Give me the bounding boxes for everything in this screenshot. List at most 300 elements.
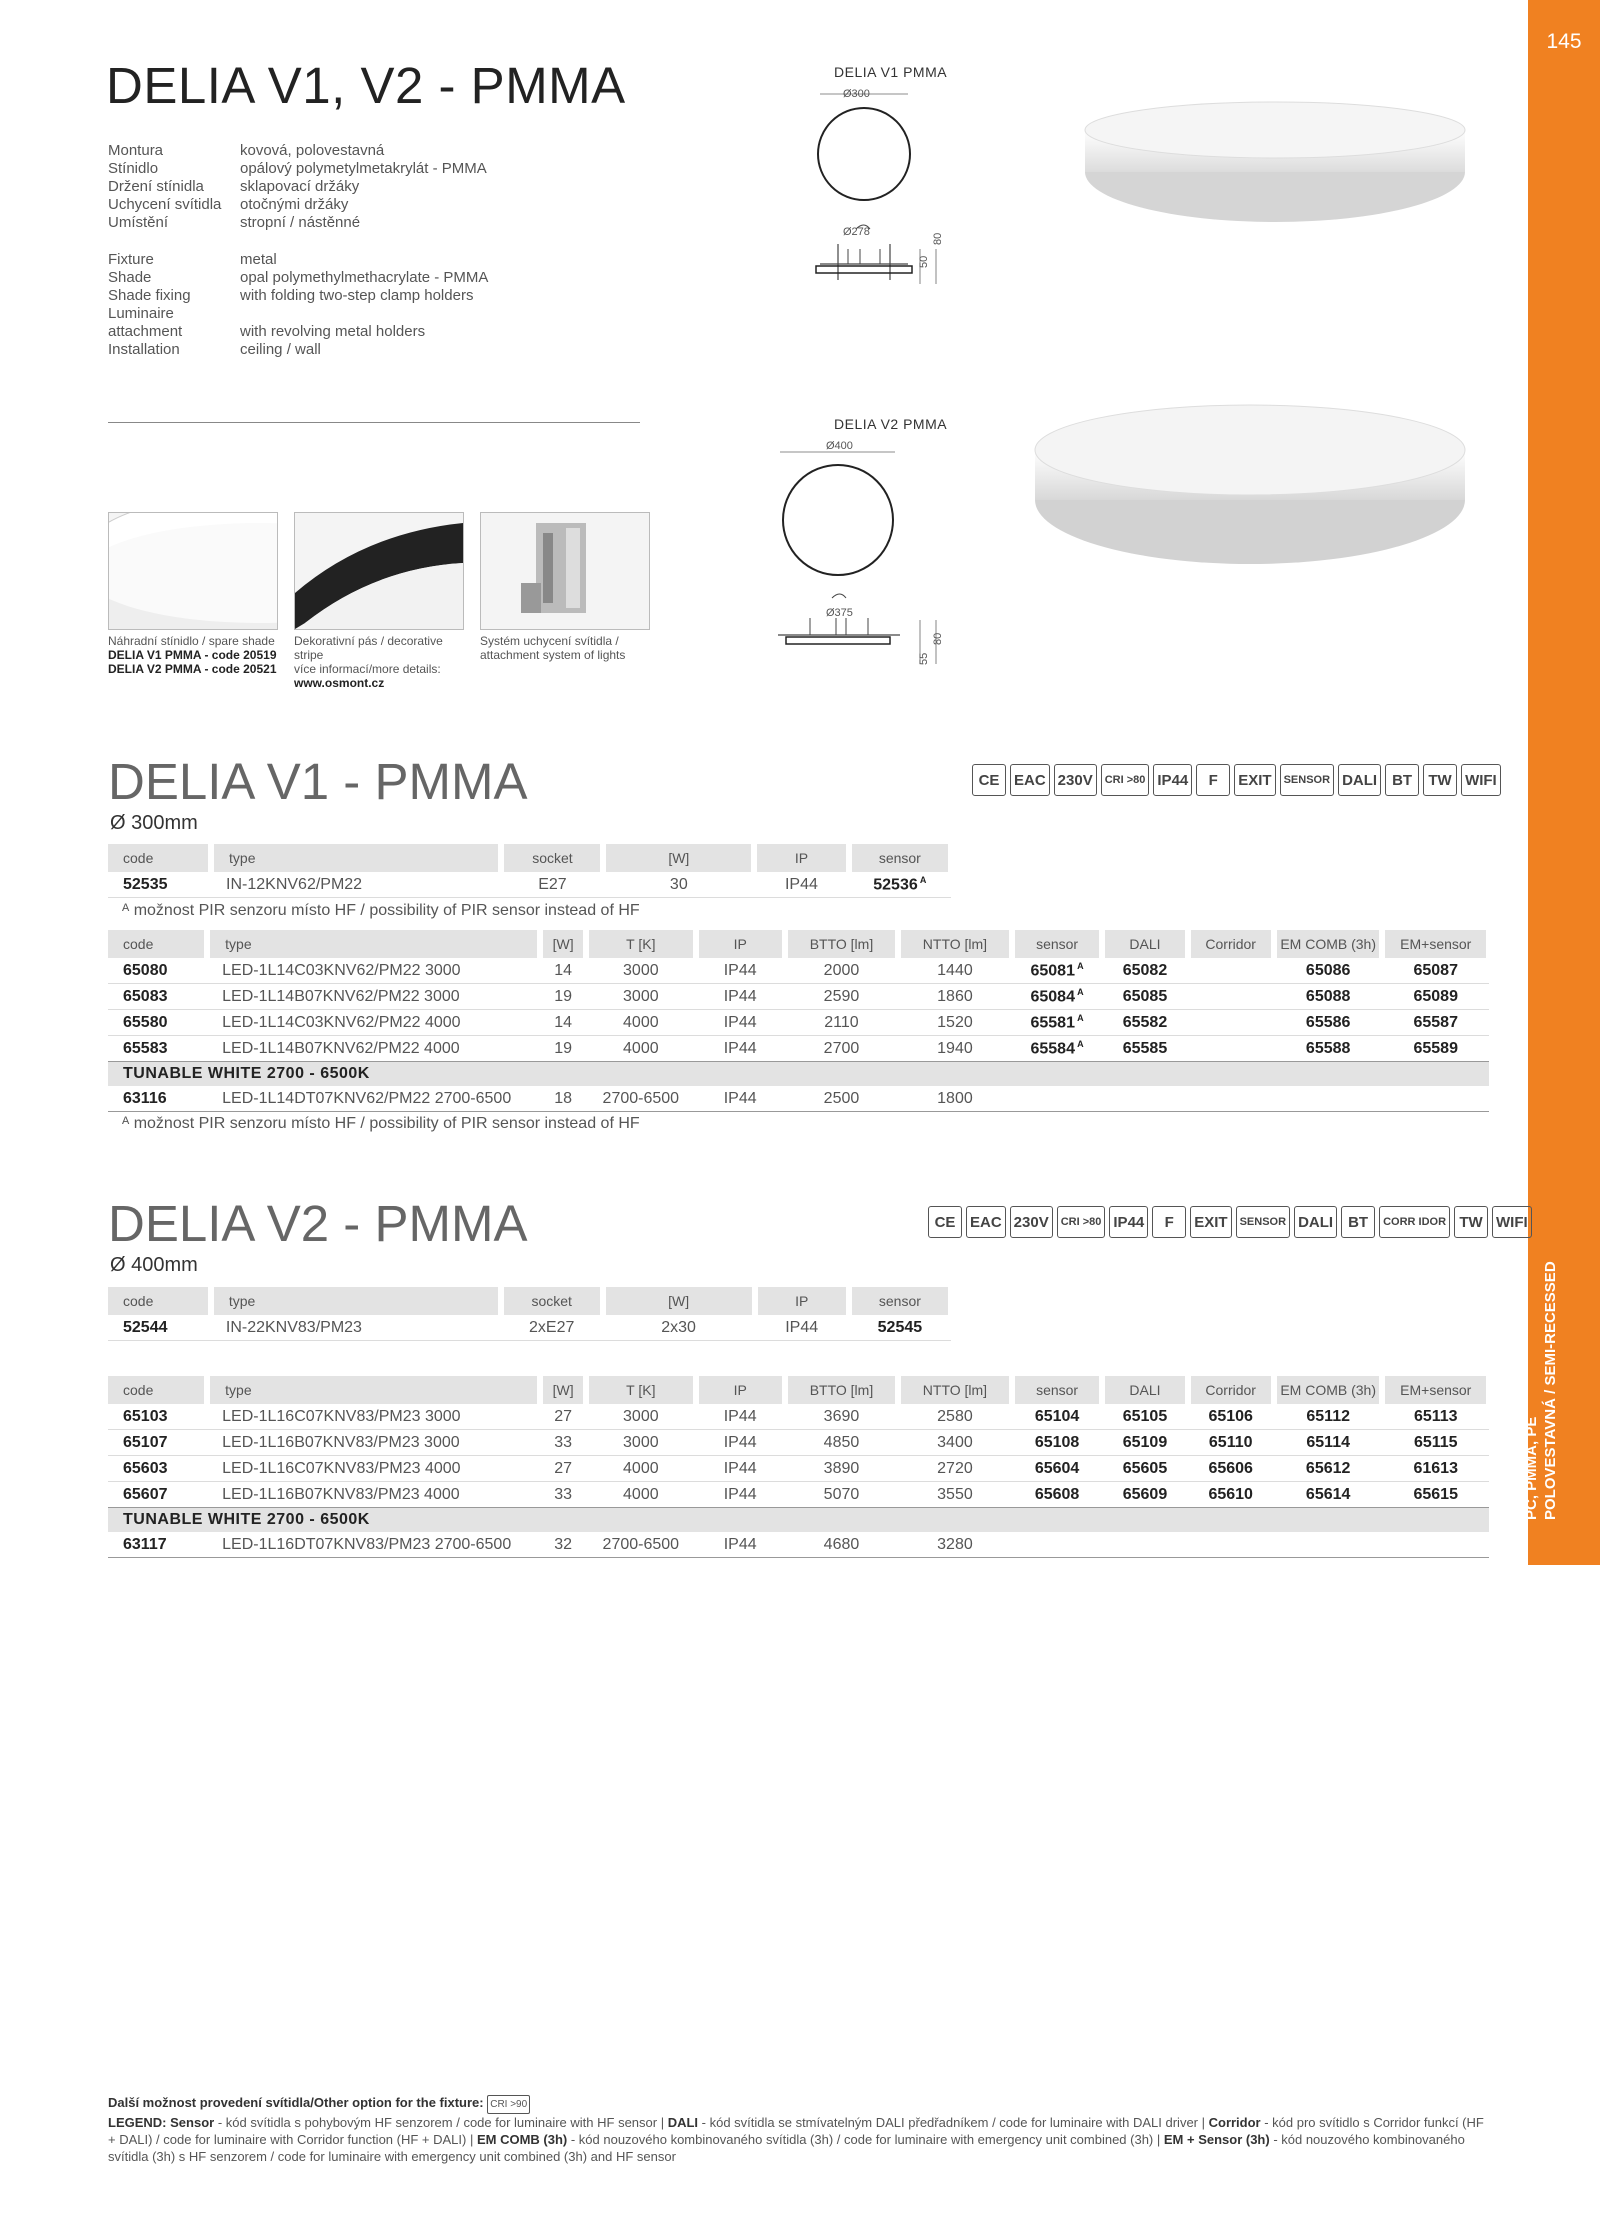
table-cell: 65083 — [108, 984, 207, 1010]
diameter-v2: Ø 400mm — [110, 1254, 198, 1276]
table-cell: 65580 — [108, 1010, 207, 1036]
table-cell: IP44 — [696, 1456, 785, 1482]
spec-value: otočnými držáky — [240, 196, 349, 213]
caption-code-v2: DELIA V2 PMMA - code 20521 — [108, 662, 277, 676]
table-cell: 65581 $^A$ — [1012, 1010, 1103, 1036]
column-header: EM+sensor — [1382, 930, 1489, 958]
legend-label: LEGEND: — [108, 2115, 167, 2130]
table-row — [108, 1532, 1489, 1558]
table-cell: 65113 — [1382, 1404, 1489, 1430]
side-tab-line1: PC, PMMA, PE — [1523, 1416, 1540, 1520]
website-link[interactable]: www.osmont.cz — [294, 676, 385, 690]
table-cell: 14 — [540, 958, 586, 984]
cell-socket: 2xE27 — [501, 1315, 603, 1341]
dimension-inner-v1: Ø278 — [843, 226, 870, 238]
table-cell: 65582 — [1102, 1010, 1187, 1036]
footer-legend — [108, 2094, 1493, 2165]
spec-value: metal — [240, 251, 277, 268]
table-cell: 65087 — [1382, 958, 1489, 984]
table-cell: 61613 — [1382, 1456, 1489, 1482]
table-cell: 1440 — [898, 958, 1012, 984]
spec-row — [108, 269, 488, 287]
spec-key: Shade fixing — [108, 287, 191, 304]
cert-230v-icon: 230V — [1010, 1206, 1053, 1238]
table-cell: IP44 — [696, 1430, 785, 1456]
table-cell: IP44 — [696, 984, 785, 1010]
cert-cri-80-icon: CRI >80 — [1101, 764, 1150, 796]
table-cell: 65081 $^A$ — [1012, 958, 1103, 984]
table-cell: 33 — [540, 1430, 586, 1456]
table-cell: 4000 — [586, 1456, 696, 1482]
table-cell: 3690 — [785, 1404, 898, 1430]
table-cell: 2590 — [785, 984, 898, 1010]
spec-key: Stínidlo — [108, 160, 159, 177]
table-cell: 2500 — [785, 1086, 898, 1112]
table-cell: 65104 — [1012, 1404, 1103, 1430]
v1-note1: ᴬ možnost PIR senzoru místo HF / possibility of PIR sensor instead of HF — [122, 902, 640, 919]
product-photo-v1 — [1080, 100, 1470, 230]
cert-bt-icon: BT — [1341, 1206, 1375, 1238]
table-cell: 3000 — [586, 958, 696, 984]
divider — [108, 422, 640, 423]
column-header: EM COMB (3h) — [1274, 1376, 1383, 1404]
cert-cri-80-icon: CRI >80 — [1057, 1206, 1106, 1238]
table-cell: 65610 — [1188, 1482, 1274, 1508]
table-row — [108, 984, 1489, 1010]
column-header: socket — [501, 1287, 603, 1315]
tunable-white-title: TUNABLE WHITE 2700 - 6500K — [108, 1062, 1489, 1087]
cert-sensor-icon: SENSOR — [1280, 764, 1334, 796]
cert-tw-icon: TW — [1423, 764, 1457, 796]
table-cell — [1188, 1532, 1274, 1558]
caption-text: Náhradní stínidlo / spare shade — [108, 634, 275, 648]
tunable-white-row — [108, 1508, 1489, 1533]
spec-key: Držení stínidla — [108, 178, 204, 195]
table-cell: 2110 — [785, 1010, 898, 1036]
spec-value: opálový polymetylmetakrylát - PMMA — [240, 160, 487, 177]
spec-key: Montura — [108, 142, 164, 159]
column-header: IP — [696, 1376, 785, 1404]
cert-f-icon: F — [1152, 1206, 1186, 1238]
column-header: DALI — [1102, 930, 1187, 958]
column-header: code — [108, 930, 207, 958]
cell-sensor: 52545 — [849, 1315, 951, 1341]
legend-corridor-text: - kód pro svítidlo s Corridor funkcí (HF + DALI) / code for luminaire with Corridor function (HF + DALI) | — [108, 2115, 1484, 2147]
spec-value: opal polymethylmethacrylate - PMMA — [240, 269, 489, 286]
table-row — [108, 1086, 1489, 1112]
cert-bt-icon: BT — [1385, 764, 1419, 796]
table-cell: 65107 — [108, 1430, 207, 1456]
caption-text: Systém uchycení svítidla / — [480, 634, 619, 648]
caption-spare-shade — [108, 634, 288, 676]
drawing-label-v2: DELIA V2 PMMA — [834, 416, 948, 432]
legend-dali-text: - kód svítidla se stmívatelným DALI předřadníkem / code for luminaire with DALI driver | — [698, 2115, 1209, 2130]
cert-tw-icon: TW — [1454, 1206, 1488, 1238]
cell-watt: 2x30 — [603, 1315, 755, 1341]
table-row — [108, 958, 1489, 984]
column-header: sensor — [849, 844, 951, 872]
table-cell: 2720 — [898, 1456, 1012, 1482]
spec-key: Luminaire — [108, 305, 174, 322]
cell-watt: 30 — [603, 872, 754, 898]
cert-f-icon: F — [1196, 764, 1230, 796]
spec-key: Fixture — [108, 251, 154, 268]
cert-eac-icon: EAC — [1010, 764, 1050, 796]
table-cell: 65106 — [1188, 1404, 1274, 1430]
table-cell: 65605 — [1102, 1456, 1187, 1482]
decorative-stripe-photo — [294, 512, 464, 630]
spare-shade-photo — [108, 512, 278, 630]
page-number: 145 — [1546, 30, 1582, 53]
spec-row — [108, 305, 488, 323]
column-header: sensor — [1012, 1376, 1103, 1404]
page-title: DELIA V1, V2 - PMMA — [106, 57, 626, 114]
table-cell — [1012, 1086, 1103, 1112]
table-cell: 65085 — [1102, 984, 1187, 1010]
certification-icons-v1 — [972, 764, 1501, 796]
table-cell: 65609 — [1102, 1482, 1187, 1508]
dimension-outer-v2: Ø400 — [826, 440, 853, 452]
caption-text: Dekorativní pás / decorative — [294, 634, 443, 648]
cert-dali-icon: DALI — [1338, 764, 1381, 796]
column-header: sensor — [849, 1287, 951, 1315]
table-cell: LED-1L14DT07KNV62/PM22 2700-6500 — [207, 1086, 540, 1112]
footnote-mark: A — [917, 874, 927, 885]
column-header: socket — [501, 844, 603, 872]
table-cell: 4000 — [586, 1010, 696, 1036]
legend-emcomb-label: EM COMB (3h) — [476, 2132, 568, 2147]
table-cell — [1102, 1532, 1187, 1558]
table-cell — [1382, 1086, 1489, 1112]
legend-sensor-label: Sensor — [170, 2115, 215, 2130]
table-cell: 3000 — [586, 984, 696, 1010]
table-cell: 18 — [540, 1086, 586, 1112]
spec-key: Installation — [108, 341, 180, 358]
table-cell: 19 — [540, 1036, 586, 1062]
table-cell: 65103 — [108, 1404, 207, 1430]
technical-drawing-v2 — [770, 440, 950, 670]
table-cell: 3280 — [898, 1532, 1012, 1558]
column-header: code — [108, 1287, 211, 1315]
tunable-white-title: TUNABLE WHITE 2700 - 6500K — [108, 1508, 1489, 1533]
cell-ip: IP44 — [755, 1315, 849, 1341]
specs-cz — [108, 142, 487, 232]
legend-emsensor-label: EM + Sensor (3h) — [1163, 2132, 1270, 2147]
table-cell: 65112 — [1274, 1404, 1383, 1430]
legend-sensor-text: - kód svítidla s pohybovým HF senzorem / code for luminaire with HF sensor | — [214, 2115, 668, 2130]
table-cell: 65088 — [1274, 984, 1383, 1010]
caption-text: více informací/more details: — [294, 662, 441, 676]
table-cell: 65086 — [1274, 958, 1383, 984]
specs-en — [108, 251, 488, 359]
table-cell: 65588 — [1274, 1036, 1383, 1062]
column-header: type — [211, 1287, 501, 1315]
column-header: EM COMB (3h) — [1274, 930, 1383, 958]
table-row — [108, 1482, 1489, 1508]
table-cell: LED-1L16C07KNV83/PM23 3000 — [207, 1404, 540, 1430]
section-title-v2: DELIA V2 - PMMA — [108, 1195, 528, 1252]
tunable-white-row — [108, 1062, 1489, 1087]
column-header: T [K] — [586, 1376, 696, 1404]
table-cell — [1188, 1036, 1274, 1062]
dimension-height2-v2: 80 — [932, 632, 944, 645]
table-cell: 65583 — [108, 1036, 207, 1062]
column-header: Corridor — [1188, 1376, 1274, 1404]
cell-type: IN-12KNV62/PM22 — [211, 872, 501, 898]
spec-value: with revolving metal holders — [240, 323, 426, 340]
cert-wifi-icon: WIFI — [1492, 1206, 1532, 1238]
cell-type: IN-22KNV83/PM23 — [211, 1315, 501, 1341]
legend-emsensor-text: - kód nouzového kombinovaného svítidla (3h) s HF senzorem / code for luminaire with emergency unit combined (3h) and HF sensor — [108, 2132, 1465, 2164]
table-cell: 65614 — [1274, 1482, 1383, 1508]
table-cell: 2700 — [785, 1036, 898, 1062]
cert-ce-icon: CE — [972, 764, 1006, 796]
table-row — [108, 872, 951, 898]
dimension-outer-v1: Ø300 — [843, 88, 870, 100]
column-header: DALI — [1102, 1376, 1187, 1404]
table-cell: 65115 — [1382, 1430, 1489, 1456]
cell-ip: IP44 — [754, 872, 848, 898]
table-cell: 27 — [540, 1404, 586, 1430]
table-cell: 1940 — [898, 1036, 1012, 1062]
cert-wifi-icon: WIFI — [1461, 764, 1501, 796]
caption-text: attachment system of lights — [480, 648, 626, 662]
product-photo-v2 — [1030, 400, 1470, 570]
table-cell: 65082 — [1102, 958, 1187, 984]
cert-exit-icon: EXIT — [1234, 764, 1275, 796]
table-cell: 3890 — [785, 1456, 898, 1482]
legend-emcomb-text: - kód nouzového kombinovaného svítidla (3h) / code for luminaire with emergency unit combined (3h) | — [567, 2132, 1164, 2147]
table-cell — [1102, 1086, 1187, 1112]
column-header: sensor — [1012, 930, 1103, 958]
column-header: IP — [696, 930, 785, 958]
table-cell: LED-1L16B07KNV83/PM23 4000 — [207, 1482, 540, 1508]
table-cell: 2580 — [898, 1404, 1012, 1430]
table-cell: 27 — [540, 1456, 586, 1482]
table-cell: IP44 — [696, 1086, 785, 1112]
column-header: EM+sensor — [1382, 1376, 1489, 1404]
v1-note2: ᴬ možnost PIR senzoru místo HF / possibility of PIR sensor instead of HF — [122, 1115, 640, 1132]
table-cell: LED-1L14B07KNV62/PM22 4000 — [207, 1036, 540, 1062]
dimension-inner-v2: Ø375 — [826, 607, 853, 619]
spec-row — [108, 142, 487, 160]
spec-row — [108, 341, 488, 359]
table-cell: LED-1L16C07KNV83/PM23 4000 — [207, 1456, 540, 1482]
legend-dali-label: DALI — [667, 2115, 699, 2130]
column-header: Corridor — [1188, 930, 1274, 958]
column-header: code — [108, 1376, 207, 1404]
table-cell: 4000 — [586, 1036, 696, 1062]
cert-ce-icon: CE — [928, 1206, 962, 1238]
table-cell — [1188, 1086, 1274, 1112]
table-cell: 65108 — [1012, 1430, 1103, 1456]
table-cell — [1274, 1532, 1383, 1558]
table-cell: 65603 — [108, 1456, 207, 1482]
table-row — [108, 1456, 1489, 1482]
table-row — [108, 1315, 951, 1341]
table-cell: 65114 — [1274, 1430, 1383, 1456]
cert-ip44-icon: IP44 — [1153, 764, 1192, 796]
legend-text — [108, 2114, 1493, 2165]
table-cell: 65586 — [1274, 1010, 1383, 1036]
table-cell: 65109 — [1102, 1430, 1187, 1456]
table-cell: 3000 — [586, 1430, 696, 1456]
table-row — [108, 1036, 1489, 1062]
table-row — [108, 1430, 1489, 1456]
spec-key: Shade — [108, 269, 152, 286]
table-cell: IP44 — [696, 1532, 785, 1558]
spec-key: attachment — [108, 323, 183, 340]
table-cell — [1012, 1532, 1103, 1558]
column-header: IP — [755, 1287, 849, 1315]
spec-key: Uchycení svítidla — [108, 196, 222, 213]
spec-row — [108, 160, 487, 178]
side-tab-label — [1522, 1261, 1560, 1520]
table-cell: IP44 — [696, 958, 785, 984]
table-cell: 65089 — [1382, 984, 1489, 1010]
certification-icons-v2 — [928, 1206, 1532, 1238]
caption-decorative — [294, 634, 474, 690]
v1-socket-table — [108, 844, 954, 898]
table-cell: 65105 — [1102, 1404, 1187, 1430]
column-header: BTTO [lm] — [785, 1376, 898, 1404]
table-cell: 2700-6500 — [586, 1532, 696, 1558]
spec-value: ceiling / wall — [240, 341, 321, 358]
table-row — [108, 1404, 1489, 1430]
table-cell: 19 — [540, 984, 586, 1010]
spec-value: sklapovací držáky — [240, 178, 360, 195]
table-cell: IP44 — [696, 1010, 785, 1036]
cert-dali-icon: DALI — [1294, 1206, 1337, 1238]
spec-value: stropní / nástěnné — [240, 214, 361, 231]
table-cell: 65587 — [1382, 1010, 1489, 1036]
table-cell: 65084 $^A$ — [1012, 984, 1103, 1010]
table-cell: 1520 — [898, 1010, 1012, 1036]
column-header: [W] — [540, 1376, 586, 1404]
table-cell: IP44 — [696, 1482, 785, 1508]
cert-eac-icon: EAC — [966, 1206, 1006, 1238]
footnote-mark: A — [1074, 986, 1084, 997]
legend-corridor-label: Corridor — [1208, 2115, 1261, 2130]
spec-value: with folding two-step clamp holders — [240, 287, 474, 304]
table-cell: 65615 — [1382, 1482, 1489, 1508]
table-cell — [1188, 984, 1274, 1010]
table-cell: 14 — [540, 1010, 586, 1036]
table-cell: 4000 — [586, 1482, 696, 1508]
footnote-mark: A — [1074, 1038, 1084, 1049]
table-cell — [1188, 958, 1274, 984]
table-cell: 3550 — [898, 1482, 1012, 1508]
column-header: type — [211, 844, 501, 872]
caption-attachment — [480, 634, 660, 662]
dimension-height-v1: 50 — [918, 255, 930, 268]
table-cell: LED-1L16DT07KNV83/PM23 2700-6500 — [207, 1532, 540, 1558]
spec-row — [108, 251, 488, 269]
table-cell: 65080 — [108, 958, 207, 984]
table-cell — [1188, 1010, 1274, 1036]
table-cell: 3000 — [586, 1404, 696, 1430]
table-cell — [1382, 1532, 1489, 1558]
cert-corr-idor-icon: CORR IDOR — [1379, 1206, 1450, 1238]
column-header: type — [207, 930, 540, 958]
caption-code-v1: DELIA V1 PMMA - code 20519 — [108, 648, 277, 662]
column-header: NTTO [lm] — [898, 1376, 1012, 1404]
table-cell: 63116 — [108, 1086, 207, 1112]
cell-sensor: 52536 $^A$ — [849, 872, 951, 898]
table-cell: 2000 — [785, 958, 898, 984]
table-cell: IP44 — [696, 1036, 785, 1062]
dimension-height2-v1: 80 — [932, 232, 944, 245]
spec-row — [108, 196, 487, 214]
table-cell: 65607 — [108, 1482, 207, 1508]
table-cell: 3400 — [898, 1430, 1012, 1456]
spec-row — [108, 287, 488, 305]
table-cell: 1860 — [898, 984, 1012, 1010]
column-header: T [K] — [586, 930, 696, 958]
spec-row — [108, 323, 488, 341]
cert-230v-icon: 230V — [1054, 764, 1097, 796]
cert-ip44-icon: IP44 — [1109, 1206, 1148, 1238]
spec-row — [108, 178, 487, 196]
attachment-system-photo — [480, 512, 650, 630]
table-cell: 65608 — [1012, 1482, 1103, 1508]
table-cell: 63117 — [108, 1532, 207, 1558]
table-cell: 65585 — [1102, 1036, 1187, 1062]
column-header: BTTO [lm] — [785, 930, 898, 958]
spec-key: Umístění — [108, 214, 169, 231]
column-header: type — [207, 1376, 540, 1404]
table-cell: 65110 — [1188, 1430, 1274, 1456]
spec-value: kovová, polovestavná — [240, 142, 385, 159]
side-tab-line2: POLOVESTAVNÁ / SEMI-RECESSED — [1542, 1261, 1559, 1520]
table-cell: LED-1L16B07KNV83/PM23 3000 — [207, 1430, 540, 1456]
table-cell: 65604 — [1012, 1456, 1103, 1482]
table-row — [108, 1010, 1489, 1036]
diameter-v1: Ø 300mm — [110, 812, 198, 834]
table-cell: 2700-6500 — [586, 1086, 696, 1112]
column-header: IP — [754, 844, 848, 872]
table-cell: LED-1L14C03KNV62/PM22 4000 — [207, 1010, 540, 1036]
table-cell: 33 — [540, 1482, 586, 1508]
cell-code: 52544 — [108, 1315, 211, 1341]
cell-code: 52535 — [108, 872, 211, 898]
table-cell: 65612 — [1274, 1456, 1383, 1482]
dimension-height-v2: 55 — [918, 652, 930, 665]
cert-sensor-icon: SENSOR — [1236, 1206, 1290, 1238]
cri90-icon: CRI >90 — [487, 2095, 530, 2114]
v1-led-table — [108, 930, 1492, 1112]
column-header: [W] — [540, 930, 586, 958]
table-cell: 32 — [540, 1532, 586, 1558]
table-cell — [1274, 1086, 1383, 1112]
column-header: NTTO [lm] — [898, 930, 1012, 958]
cell-socket: E27 — [501, 872, 603, 898]
table-cell: 4850 — [785, 1430, 898, 1456]
footnote-mark: A — [1074, 960, 1084, 971]
table-cell: 65584 $^A$ — [1012, 1036, 1103, 1062]
table-cell: LED-1L14C03KNV62/PM22 3000 — [207, 958, 540, 984]
v2-led-table — [108, 1376, 1492, 1558]
table-cell: 65589 — [1382, 1036, 1489, 1062]
table-cell: 4680 — [785, 1532, 898, 1558]
footnote-mark: A — [1074, 1012, 1084, 1023]
column-header: code — [108, 844, 211, 872]
table-cell: 65606 — [1188, 1456, 1274, 1482]
column-header: [W] — [603, 844, 754, 872]
table-cell: IP44 — [696, 1404, 785, 1430]
section-title-v1: DELIA V1 - PMMA — [108, 753, 528, 810]
spec-row — [108, 214, 487, 232]
